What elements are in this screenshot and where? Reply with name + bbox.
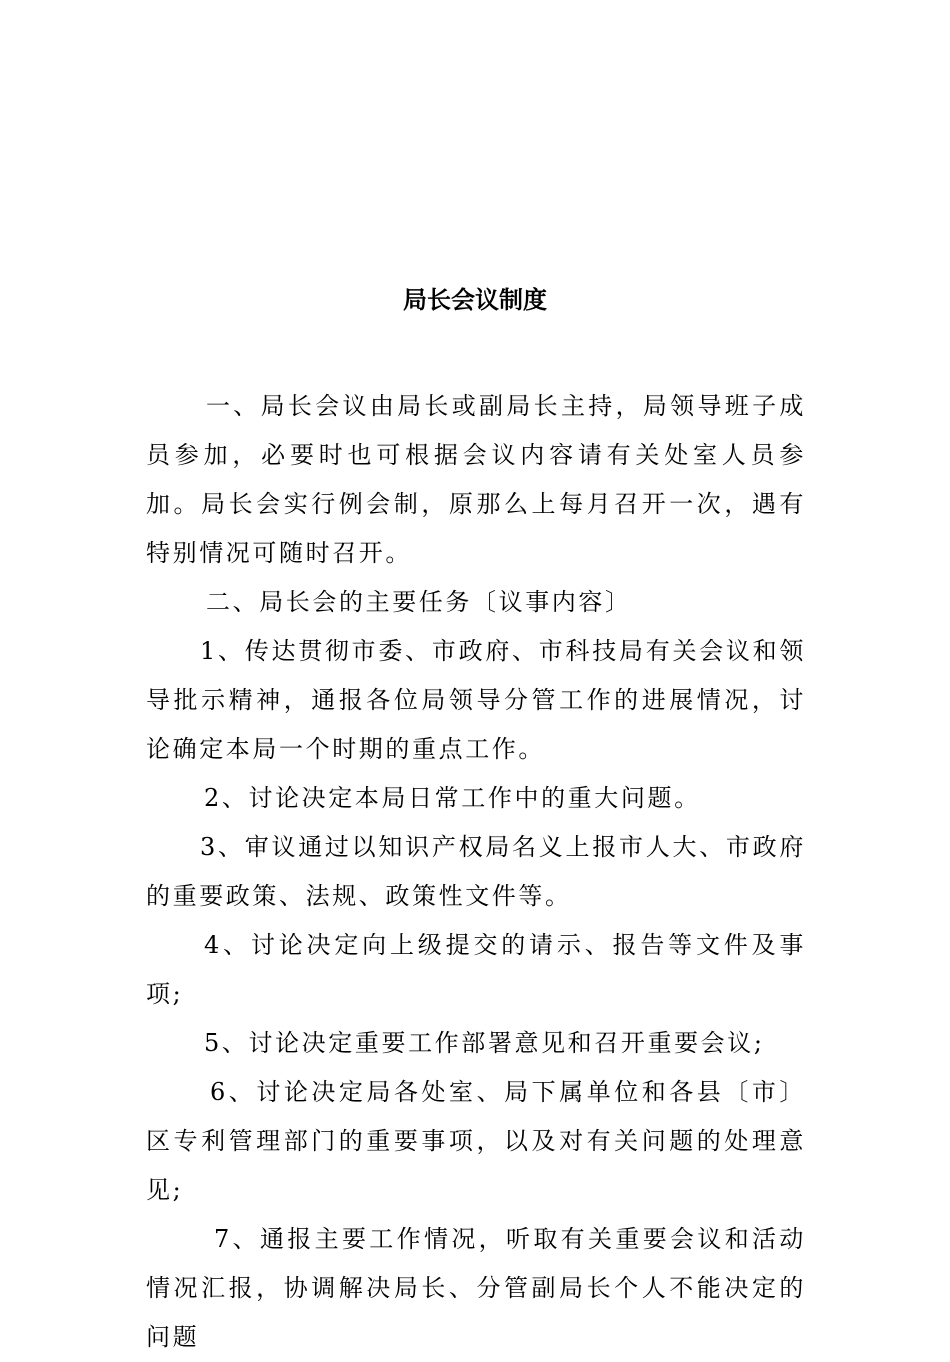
- paragraph-2: 二、局长会的主要任务〔议事内容〕: [206, 588, 632, 616]
- document-body: [146, 382, 806, 1362]
- paragraph-5: 3、审议通过以知识产权局名义上报市人大、市政府的重要政策、法规、政策性文件等。: [146, 833, 806, 910]
- paragraph-3: 1、传达贯彻市委、市政府、市科技局有关会议和领导批示精神，通报各位局领导分管工作的进展情况，讨论确定本局一个时期的重点工作。: [146, 637, 806, 763]
- paragraph-4: 2、讨论决定本局日常工作中的重大问题。: [204, 784, 701, 812]
- paragraph-6: 4、讨论决定向上级提交的请示、报告等文件及事项;: [146, 931, 806, 1008]
- paragraph-9: 7、通报主要工作情况，听取有关重要会议和活动情况汇报，协调解决局长、分管副局长个人不能决定的问题: [146, 1225, 806, 1351]
- paragraph-1: 一、局长会议由局长或副局长主持，局领导班子成员参加，必要时也可根据会议内容请有关处室人员参加。局长会实行例会制，原那么上每月召开一次，遇有特别情况可随时召开。: [146, 392, 806, 567]
- paragraph-8: 6、讨论决定局各处室、局下属单位和各县〔市〕区专利管理部门的重要事项，以及对有关问题的处理意见;: [146, 1078, 806, 1204]
- document-title: 局长会议制度: [403, 286, 547, 314]
- paragraph-7: 5、讨论决定重要工作部署意见和召开重要会议;: [204, 1029, 765, 1057]
